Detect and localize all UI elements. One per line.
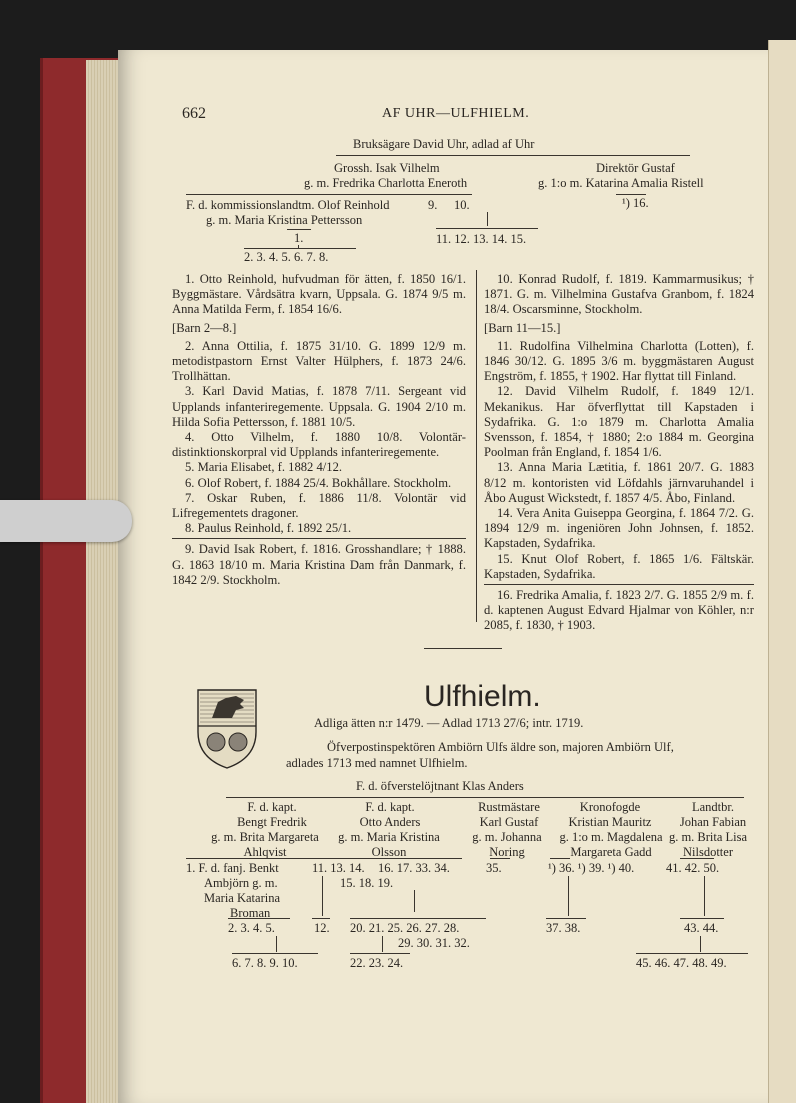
tree-line <box>414 890 415 912</box>
entry-9: 9. David Isak Robert, f. 1816. Grosshandlare; † 1888. G. 1863 18/10 m. Maria Kristina Dam från Danmark, f. 1842 2/9. Stockholm. <box>172 542 466 587</box>
tree-ref: 2. 3. 4. 5. <box>228 921 275 935</box>
tree-line <box>276 936 277 952</box>
node-line: Johan Fabian <box>679 815 747 829</box>
tree-node: Maria Katarina <box>204 891 281 905</box>
tree-node: Direktör Gustaf <box>596 161 675 175</box>
tree-line <box>636 953 748 954</box>
tree-ref: ¹) 16. <box>622 196 649 210</box>
node-line: Kronofogde <box>579 800 641 814</box>
tree-ref: 6. 7. 8. 9. 10. <box>232 956 298 970</box>
tree-line <box>186 194 472 195</box>
tree-node <box>316 830 462 860</box>
entry-2: 2. Anna Ottilia, f. 1875 31/10. G. 1899 12/9 m. metodistpastorn Ernst Valter Hülphers, f. 1873 24/6. Trollhättan. <box>172 338 466 384</box>
node-line: Noring <box>489 845 525 859</box>
node-line: Otto Anders <box>359 815 421 829</box>
node-line: F. d. kapt. <box>247 800 297 814</box>
tree-line <box>312 918 330 919</box>
right-column <box>484 272 754 634</box>
node-line: g. m. Brita Margareta <box>211 830 319 844</box>
node-line: Ahlqvist <box>243 845 287 859</box>
tree-line <box>336 155 690 156</box>
tree-ref: ¹) 36. ¹) 39. ¹) 40. <box>548 861 635 875</box>
tree-line <box>350 918 486 919</box>
tree-ref: 2. 3. 4. 5. 6. 7. 8. <box>244 250 329 264</box>
tree-ref: 16. 17. 33. 34. <box>378 861 450 875</box>
tree-ref: 9. <box>428 198 438 212</box>
tree-node: g. 1:o m. Katarina Amalia Ristell <box>538 176 704 190</box>
tree-line <box>550 858 570 859</box>
tree-ref: 22. 23. 24. <box>350 956 404 970</box>
tree-line <box>322 876 323 916</box>
entry-7: 7. Oskar Ruben, f. 1886 11/8. Volontär vid Lifregementets dragoner. <box>172 490 466 521</box>
adjacent-page-edge <box>768 40 796 1103</box>
tree-node <box>340 800 440 830</box>
tree-node: Grossh. Isak Vilhelm <box>334 161 440 175</box>
tree-ref: 1. <box>294 231 304 245</box>
node-line: g. m. Brita Lisa <box>668 830 748 844</box>
tree-ref: 41. 42. 50. <box>666 861 720 875</box>
children-note: [Barn 11—15.] <box>484 320 561 335</box>
tree-root: Bruksägare David Uhr, adlad af Uhr <box>353 137 535 151</box>
tree-line <box>350 953 410 954</box>
tree-ref: 11. 12. 13. 14. 15. <box>436 232 527 246</box>
family-title: Ulfhielm. <box>424 680 541 713</box>
entry-10: 10. Konrad Rudolf, f. 1819. Kammarmusikus; † 1871. G. m. Vilhelmina Gustafva Granbom, f. 1824 18/4. Oscarsminne, Stockholm. <box>484 272 754 317</box>
entry-16: 16. Fredrika Amalia, f. 1823 2/7. G. 1855 2/9 m. f. d. kaptenen August Edvard Hjalmar von Köhler, n:r 2085, f. 1830, † 1903. <box>484 588 754 633</box>
column-divider <box>476 270 477 622</box>
entry-5: 5. Maria Elisabet, f. 1882 4/12. <box>185 460 343 475</box>
tree-node <box>550 800 670 830</box>
bookmark-tab <box>0 500 132 542</box>
entry-12: 12. David Vilhelm Rudolf, f. 1849 12/1. Mekanikus. Har öfverflyttat till Kapstaden i Sydafrika. G. 1:o 1879 m. Charlotta Amalia Svensson, f. 1854, † 1880; 2:o 1884 m. Georgina Poolman från England, f. 1854 1/6. <box>484 384 754 460</box>
family-subtitle: Adliga ätten n:r 1479. — Adlad 1713 27/6; intr. 1719. <box>314 716 584 730</box>
tree-ref: 45. 46. 47. 48. 49. <box>636 956 727 970</box>
tree-line <box>704 876 705 916</box>
tree-node: g. m. Fredrika Charlotta Eneroth <box>304 176 468 190</box>
page-number: 662 <box>182 105 206 122</box>
tree-node <box>454 800 564 830</box>
tree-node: Ambjörn g. m. <box>204 876 278 890</box>
tree-node: g. m. Maria Kristina Pettersson <box>206 213 363 227</box>
entry-11: 11. Rudolfina Vilhelmina Charlotta (Lotten), f. 1846 30/12. G. 1895 3/6 m. byggmästaren August Engström, f. 1855, † 1902. Har flyttat till Finland. <box>484 338 754 384</box>
tree-line <box>226 797 744 798</box>
node-line: Landtbr. <box>691 800 734 814</box>
tree-line <box>244 248 356 249</box>
tree-node: Broman <box>230 906 271 920</box>
tree-line <box>616 194 646 195</box>
tree-line <box>490 858 510 859</box>
entry-4: 4. Otto Vilhelm, f. 1880 10/8. Volontär-distinktionskorpral vid Upplands infanteriregemente. <box>172 430 466 460</box>
entry-1: 1. Otto Reinhold, hufvudman för ätten, f. 1850 16/1. Byggmästare. Vårdsätra kvarn, Uppsala. G. 1874 9/5 m. Anna Matilda Ferm, f. 1854 16/6. <box>172 272 466 317</box>
tree-line <box>436 228 538 229</box>
entry-6: 6. Olof Robert, f. 1884 25/4. Bokhållare. Stockholm. <box>185 475 452 490</box>
tree-node <box>668 800 758 830</box>
node-line: Karl Gustaf <box>479 815 539 829</box>
node-line: Rustmästare <box>478 800 540 814</box>
tree-node <box>222 800 322 830</box>
tree-ref: 11. 13. 14. <box>312 861 365 875</box>
family-intro: Öfverpostinspektören Ambiörn Ulfs äldre son, majoren Ambiörn Ulf, <box>327 740 674 754</box>
running-title: AF UHR—ULFHIELM. <box>382 106 530 121</box>
node-line: Kristian Mauritz <box>568 815 652 829</box>
tree-line <box>186 858 326 859</box>
tree-line <box>487 212 488 226</box>
tree-ref: 35. <box>486 861 502 875</box>
tree-line <box>568 876 569 916</box>
tree-ref: 43. 44. <box>684 921 719 935</box>
tree-ref: 12. <box>314 921 330 935</box>
tree-node: F. d. kommissionslandtm. Olof Reinhold <box>186 198 390 212</box>
tree-node <box>652 830 764 860</box>
tree-ref: 37. 38. <box>546 921 581 935</box>
tree-node: 1. F. d. fanj. Benkt <box>186 861 279 875</box>
tree-root: F. d. öfverstelöjtnant Klas Anders <box>356 779 524 793</box>
node-line: Nilsdotter <box>683 845 733 859</box>
tree-line <box>232 953 318 954</box>
node-line: F. d. kapt. <box>365 800 415 814</box>
tree-line <box>680 858 714 859</box>
node-line: Olsson <box>371 845 407 859</box>
tree-line <box>546 918 586 919</box>
tree-ref: 15. 18. 19. <box>340 876 394 890</box>
entry-13: 13. Anna Maria Lætitia, f. 1861 20/7. G. 1883 8/12 m. kontoristen vid Löfdahls järnvaruhandel i Åbo August Wickstedt, f. 1857 4/5. Åbo, Finland. <box>484 460 754 505</box>
node-line: Bengt Fredrik <box>237 815 307 829</box>
tree-line <box>700 936 701 952</box>
tree-line <box>382 936 383 952</box>
entry-14: 14. Vera Anita Guiseppa Georgina, f. 1864 7/2. G. 1894 12/9 m. ingeniören John Johnsen, f. 1852. Kapstaden, Sydafrika. <box>484 506 754 551</box>
left-column <box>172 272 466 588</box>
tree-line <box>287 229 311 230</box>
section-divider <box>424 648 502 649</box>
tree-line <box>228 918 290 919</box>
coat-of-arms-image <box>196 688 258 770</box>
entry-8: 8. Paulus Reinhold, f. 1892 25/1. <box>172 521 466 539</box>
tree-ref: 10. <box>454 198 470 212</box>
tree-ref: 29. 30. 31. 32. <box>398 936 470 950</box>
node-line: g. m. Johanna <box>472 830 542 844</box>
entry-15: 15. Knut Olof Robert, f. 1865 1/6. Fältskär. Kapstaden, Sydafrika. <box>484 552 754 585</box>
tree-line <box>680 918 724 919</box>
entry-3: 3. Karl David Matias, f. 1878 7/11. Sergeant vid Upplands infanteriregemente. Uppsala. G. 1904 2/10 m. Hilda Sofia Pettersson, f. 1881 10/5. <box>172 384 466 429</box>
family-intro: adlades 1713 med namnet Ulfhielm. <box>286 756 468 770</box>
tree-line <box>326 858 462 859</box>
node-line: g. m. Maria Kristina <box>338 830 440 844</box>
tree-ref: 20. 21. 25. 26. 27. 28. <box>350 921 460 935</box>
node-line: g. 1:o m. Magdalena <box>559 830 663 844</box>
node-line: Margareta Gadd <box>570 845 652 859</box>
children-note: [Barn 2—8.] <box>172 320 237 335</box>
